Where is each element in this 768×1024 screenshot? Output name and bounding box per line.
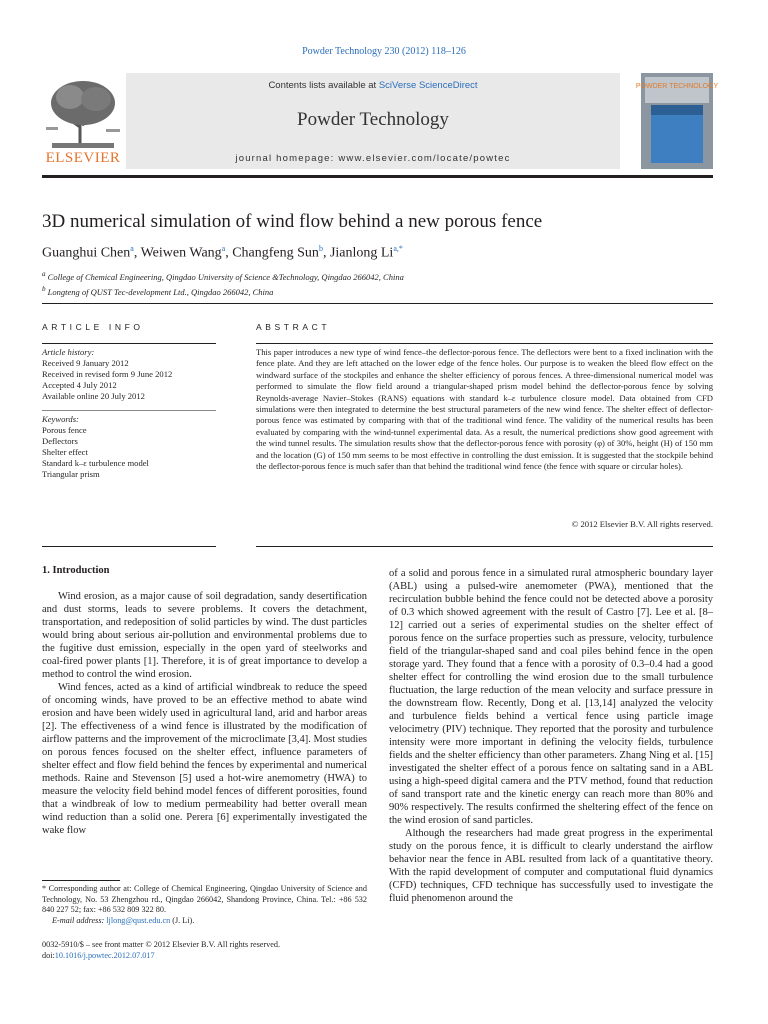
- author-name: Weiwen Wang: [140, 245, 222, 261]
- author-name: Jianlong Li: [329, 245, 394, 261]
- affiliation-mark[interactable]: a: [221, 244, 226, 253]
- footnote-rule: [42, 880, 120, 881]
- affiliations: [42, 268, 404, 298]
- copyright: © 2012 Elsevier B.V. All rights reserved.: [571, 519, 713, 529]
- paragraph: Wind fences, acted as a kind of artificial windbreak to reduce the speed of oncoming winds, have proved to be an effective method to abate wind erosion and have been widely used in agricultural land, arid and harbor areas [2]. The effectiveness of a wind fence is illustrated by the modification of airflow patterns and the improvement of the microclimate [3,4]. Most studies on porous fences focused on the shelter effect, influence parameters of shelter effect and flow field behind the fences by experimental and numerical methods. Raine and Stevenson [5] used a hot-wire anemometry (HWA) to measure the velocity field behind model fences of different porosities, found that a windbreak of low to medium permeability had better overall mean wind reduction than a solid one. Perera [6] experimentally investigated the wake flow: [42, 682, 367, 836]
- affiliation-mark: a: [42, 270, 46, 278]
- abstract-heading: ABSTRACT: [256, 322, 331, 332]
- doi-link[interactable]: 10.1016/j.powtec.2012.07.017: [54, 951, 155, 960]
- doi-prefix: doi:: [42, 951, 55, 960]
- author-name: Guanghui Chen: [42, 245, 131, 261]
- author-name: Changfeng Sun: [232, 245, 319, 261]
- keyword: Porous fence: [42, 425, 87, 435]
- paragraph: Although the researchers had made great progress in the experimental study on the porous fence, it is difficult to clearly understand the airflow behavior near the fence in ABL resulted from lack of a quantitative theory. With the rapid development of computer and computational fluid dynamics (CFD) techniques, CFD technique has successfully used to investigate the fluid phenomenon around the: [389, 828, 713, 904]
- contents-prefix: Contents lists available at: [268, 80, 379, 91]
- journal-reference[interactable]: Powder Technology 230 (2012) 118–126: [302, 46, 466, 57]
- author-list: [42, 244, 403, 262]
- journal-cover-image[interactable]: [635, 73, 719, 169]
- author-separator: ,: [133, 245, 141, 261]
- history-item: Received 9 January 2012: [42, 358, 129, 368]
- elsevier-wordmark: ELSEVIER: [45, 150, 121, 166]
- keyword: Shelter effect: [42, 447, 88, 457]
- keywords-label: Keywords:: [42, 414, 79, 424]
- divider: [42, 410, 216, 411]
- sciencedirect-link[interactable]: SciVerse ScienceDirect: [378, 80, 478, 91]
- affiliation-line: [42, 283, 404, 298]
- section-heading: 1. Introduction: [42, 565, 110, 576]
- divider: [256, 343, 713, 344]
- affiliation-text: College of Chemical Engineering, Qingdao University of Science &Technology, Qingdao 266042, China: [47, 271, 404, 282]
- divider: [256, 546, 713, 547]
- keyword: Deflectors: [42, 436, 78, 446]
- email-suffix: (J. Li).: [172, 915, 195, 925]
- paragraph: Wind erosion, as a major cause of soil degradation, sandy desertification and dust storms, leads to severe problems. It covers the detachment, transportation, and redeposition of solid particles by wind. The dust particles would bring about serious air-pollution and environmental problems due to the fugitive dust emission, especially in the open yard of steelworks and coal-fired power plants [1]. Therefore, it is of great importance to develop a method to control the wind erosion.: [42, 591, 367, 680]
- history-item: Accepted 4 July 2012: [42, 380, 117, 390]
- article-history: [42, 347, 216, 402]
- corresponding-author-footnote: [42, 884, 367, 926]
- keyword: Standard k–ε turbulence model: [42, 458, 149, 468]
- affiliation-text: Longteng of QUST Tec-development Ltd., Qingdao 266042, China: [47, 286, 274, 297]
- tree-icon: [42, 77, 124, 149]
- affiliation-mark[interactable]: a: [130, 244, 134, 253]
- front-matter: [42, 939, 367, 961]
- affiliation-mark[interactable]: a,*: [393, 244, 403, 253]
- journal-homepage-link[interactable]: journal homepage: www.elsevier.com/locate/powtec: [235, 153, 511, 164]
- cover-title-text: POWDER TECHNOLOGY: [635, 83, 719, 90]
- keyword: Triangular prism: [42, 469, 100, 479]
- history-item: Available online 20 July 2012: [42, 391, 145, 401]
- affiliation-mark: b: [42, 284, 46, 293]
- abstract-text: This paper introduces a new type of wind fence–the deflector-porous fence. The deflectors were bent to a fixed inclination with the fence plate. And they are left attached on the lower edge of the fence holes. Our purpose is to weaken the bleed flow effect on the windward surface of the stockpiles and enhance the shelter efficiency of porous fences. A three-dimensional numerical model was performed to simulate the flow field around a triangular-shaped prism model behind the deflector-porous fence by solving Reynolds-average Navier–Stokes (RANS) equations with standard k–ε turbulence closure model. Data obtained from CFD simulations were then integrated to determine the best structural parameters of the new wind fence. The shelter effect of deflector-porous fence was estimated by comparing with that of the traditional wind fence. The validity of the numerical results has been evaluated by comparing with the wind-tunnel experimental data. As a result, the numerical predictions show good agreement with the wind tunnel results. The simulation results show that the deflector-porous fence with porosity (φ) of 30%, height (H) of 150 mm and the location (G) of 150 mm seems to be most effective in controlling the dust emission. It is suggested that the stockpile behind the deflector-porous fence is much safer than that behind the traditional wind fence (the fence with square or circular holes).: [256, 347, 713, 472]
- journal-name: Powder Technology: [297, 109, 449, 130]
- affiliation-mark[interactable]: b: [318, 244, 323, 253]
- article-title: 3D numerical simulation of wind flow behind a new porous fence: [42, 211, 543, 232]
- header-rule: [42, 175, 713, 178]
- author-separator: ,: [225, 245, 233, 261]
- history-label: Article history:: [42, 347, 95, 357]
- affiliation-line: [42, 268, 404, 283]
- issn-line: 0032-5910/$ – see front matter © 2012 Elsevier B.V. All rights reserved.: [42, 940, 281, 949]
- keywords: [42, 414, 216, 480]
- author-separator: ,: [322, 245, 330, 261]
- title-rule: [42, 303, 713, 304]
- article-info-heading: ARTICLE INFO: [42, 322, 144, 332]
- email-label: E-mail address:: [52, 915, 105, 925]
- divider: [42, 546, 216, 547]
- email-line: [42, 916, 367, 927]
- history-item: Received in revised form 9 June 2012: [42, 369, 173, 379]
- contents-line: [126, 80, 620, 91]
- footnote-text: * Corresponding author at: College of Chemical Engineering, Qingdao University of Science and Technology, No. 53 Zhengzhou rd., Qingdao 266042, Shandong Province, China. Tel.: +86 532 840 227 52; fax: +86 532 809 322 80.: [42, 884, 367, 915]
- divider: [42, 343, 216, 344]
- doi-line: [42, 950, 367, 961]
- body-column-right: [389, 567, 713, 905]
- email-link[interactable]: ljlong@qust.edu.cn: [106, 915, 171, 925]
- paragraph: of a solid and porous fence in a simulated rural atmospheric boundary layer (ABL) using a pulsed-wire anemometer (PWA), mentioned that the recirculation bubble behind the fence could not be detected above a porosity of 0.3 which showed agreement with the result of Castro [7]. Lee et al. [8–12] carried out a series of experimental studies on the shelter effect of porous fence on the surface properties such as pressure, velocity, turbulence field of the triangular-shaped sand and coal piles behind fence in the open storage yard. They found that a fence with a porosity of 0.3–0.4 had a good shelter effect for controlling the wind erosion due to the small turbulence fluctuation, the large reduction of the mean velocity and surface pressure in the downstream flow. Recently, Dong et al. [13,14] analyzed the velocity and turbulence fields behind a vertical fence using particle image velocimetry (PIV) technique. They reported that the porosity and turbulence intensity were more important in defining the velocity fields, turbulence fields and the shelter efficiency than other parameters. Zhang Ning et al. [15] investigated the shelter effect of a porous fence on saltating sand in a ABL using a high-speed digital camera and the PTV method, found that reduction of sand transport rate and the kinetic energy can reach more than 80% and 90% respectively. The results confirmed the sheltering effect of the fence on the wind erosion of sand particles.: [389, 568, 714, 826]
- body-column-left: [42, 564, 367, 837]
